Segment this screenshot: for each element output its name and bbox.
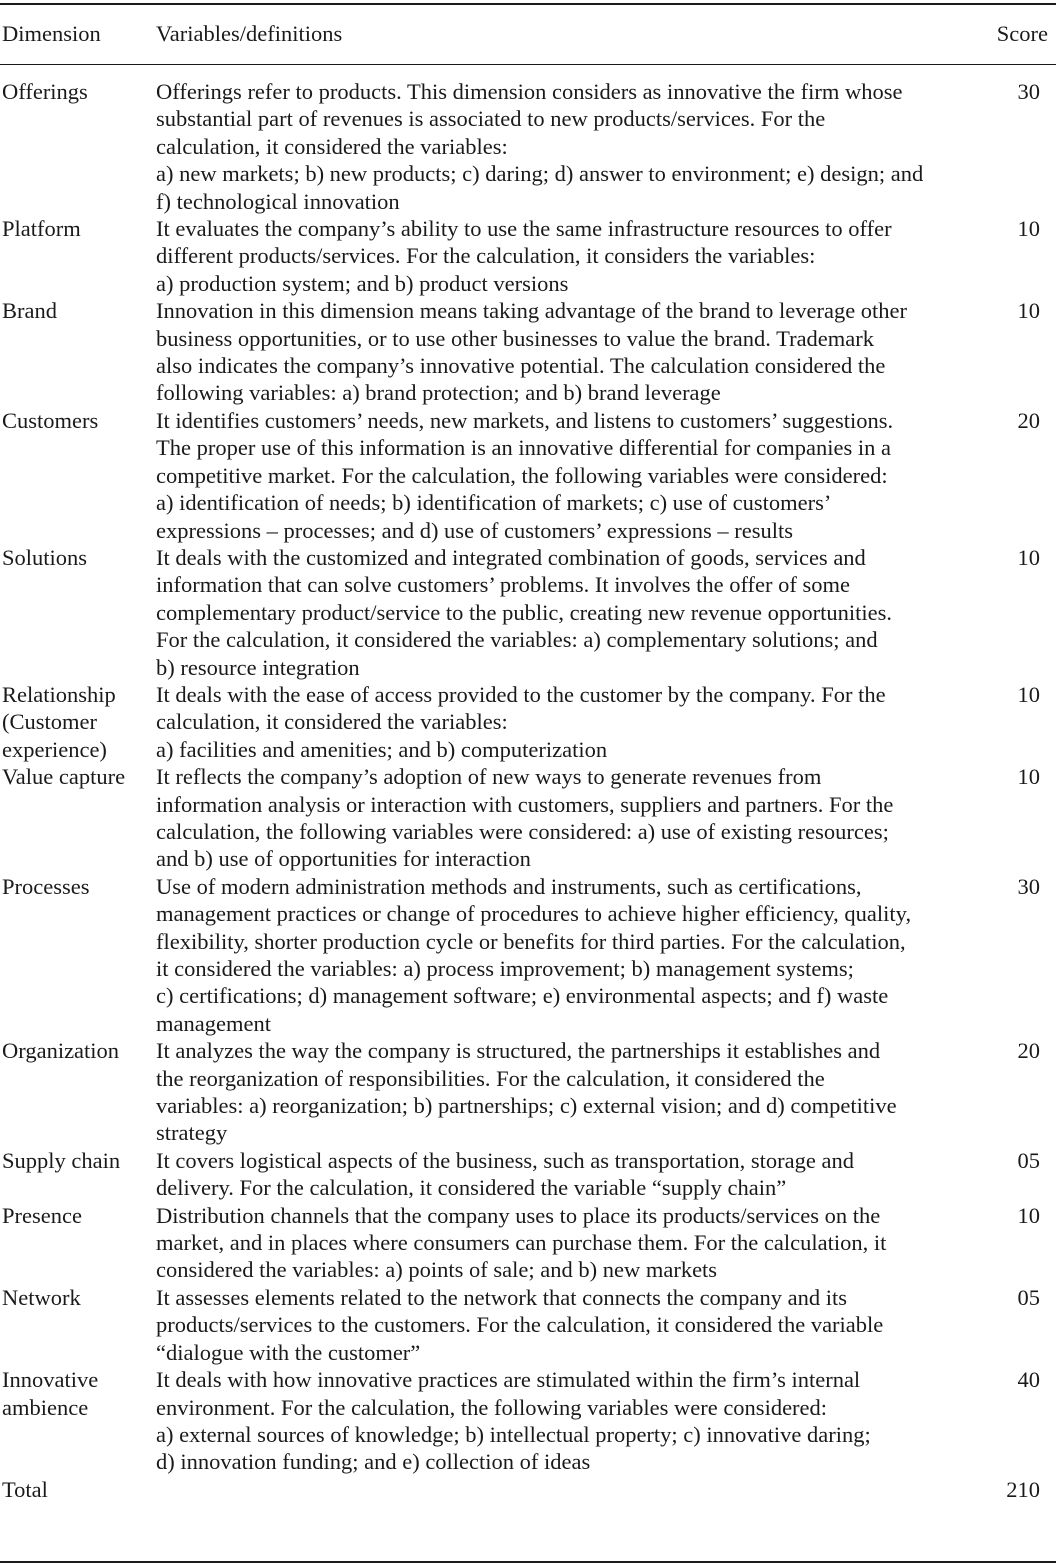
header-row bbox=[0, 20, 1056, 78]
dimension-cell bbox=[0, 763, 156, 873]
definition-line: market, and in places where consumers can purchase them. For the calculation, it bbox=[156, 1230, 887, 1256]
definition-line: d) innovation funding; and e) collection of ideas bbox=[156, 1449, 591, 1475]
definition-line: calculation, the following variables were considered: a) use of existing resources; bbox=[156, 818, 889, 844]
definition-line: expressions – processes; and d) use of customers’ expressions – results bbox=[156, 517, 793, 543]
table-row bbox=[0, 78, 1056, 215]
definition-line: delivery. For the calculation, it considered the variable “supply chain” bbox=[156, 1175, 787, 1201]
dimension-label: Solutions bbox=[2, 544, 88, 570]
score-cell: 05 bbox=[1017, 1147, 1040, 1173]
bottom-rule bbox=[0, 1561, 1056, 1563]
definition-line: also indicates the company’s innovative potential. The calculation considered the bbox=[156, 353, 886, 379]
dimension-cell bbox=[0, 215, 156, 297]
definition-line: c) certifications; d) management software; e) environmental aspects; and f) waste bbox=[156, 983, 889, 1009]
definition-cell bbox=[156, 1037, 982, 1147]
score-cell: 10 bbox=[1017, 544, 1040, 570]
definition-line: products/services to the customers. For the calculation, it considered the variable bbox=[156, 1312, 884, 1338]
definition-line: and b) use of opportunities for interaction bbox=[156, 846, 531, 872]
dimension-cell bbox=[0, 1147, 156, 1202]
definition-line: calculation, it considered the variables: bbox=[156, 133, 508, 159]
dimension-label: Platform bbox=[2, 216, 81, 242]
table-row bbox=[0, 407, 1056, 544]
definition-cell bbox=[156, 1284, 982, 1366]
dimension-label: Customers bbox=[2, 407, 99, 433]
table-row bbox=[0, 1202, 1056, 1284]
score-cell: 10 bbox=[1017, 1202, 1040, 1228]
definition-cell bbox=[156, 544, 982, 681]
table-row bbox=[0, 215, 1056, 297]
definition-cell bbox=[156, 873, 982, 1037]
table-body bbox=[0, 78, 1056, 1503]
score-cell: 10 bbox=[1017, 298, 1040, 324]
dimension-cell bbox=[0, 1202, 156, 1284]
definition-line: It analyzes the way the company is structured, the partnerships it establishes and bbox=[156, 1038, 881, 1064]
definition-line: management practices or change of procedures to achieve higher efficiency, quality, bbox=[156, 901, 912, 927]
innovation-dimensions-table bbox=[0, 20, 1056, 1503]
total-label: Total bbox=[2, 1476, 48, 1502]
dimension-label: Innovative bbox=[2, 1367, 99, 1393]
definition-line: Distribution channels that the company uses to place its products/services on the bbox=[156, 1202, 881, 1228]
dimension-cell bbox=[0, 297, 156, 407]
dimension-label: experience) bbox=[2, 736, 107, 762]
dimension-label: Network bbox=[2, 1284, 81, 1310]
table-row bbox=[0, 1147, 1056, 1202]
dimension-cell bbox=[0, 544, 156, 681]
definition-line: a) production system; and b) product versions bbox=[156, 270, 569, 296]
definition-line: substantial part of revenues is associated to new products/services. For the bbox=[156, 106, 826, 132]
definition-line: It reflects the company’s adoption of new ways to generate revenues from bbox=[156, 764, 822, 790]
dimension-label: Value capture bbox=[2, 764, 126, 790]
table-row bbox=[0, 544, 1056, 681]
definition-line: it considered the variables: a) process improvement; b) management systems; bbox=[156, 956, 854, 981]
score-cell: 40 bbox=[1017, 1367, 1040, 1393]
dimension-label: Offerings bbox=[2, 79, 88, 104]
definition-line: It evaluates the company’s ability to use the same infrastructure resources to offer bbox=[156, 216, 892, 242]
definition-line: variables: a) reorganization; b) partnerships; c) external vision; and d) competitive bbox=[156, 1093, 897, 1119]
definition-line: a) new markets; b) new products; c) daring; d) answer to environment; e) design; and bbox=[156, 161, 924, 187]
definition-cell bbox=[156, 681, 982, 763]
definition-line: a) facilities and amenities; and b) computerization bbox=[156, 736, 608, 762]
total-empty-cell bbox=[156, 1476, 982, 1503]
definition-line: calculation, it considered the variables: bbox=[156, 709, 508, 735]
definition-line: Innovation in this dimension means taking advantage of the brand to leverage other bbox=[156, 298, 908, 324]
dimension-cell bbox=[0, 873, 156, 1037]
table-row bbox=[0, 1366, 1056, 1476]
dimension-label: (Customer bbox=[2, 709, 97, 735]
table-row bbox=[0, 1284, 1056, 1366]
table-row bbox=[0, 297, 1056, 407]
table-header bbox=[0, 20, 1056, 78]
score-cell: 10 bbox=[1017, 681, 1040, 707]
definition-cell bbox=[156, 763, 982, 873]
score-cell: 30 bbox=[1017, 873, 1040, 899]
table-row bbox=[0, 763, 1056, 873]
definition-line: Use of modern administration methods and instruments, such as certifications, bbox=[156, 873, 862, 899]
definition-line: the reorganization of responsibilities. For the calculation, it considered the bbox=[156, 1065, 825, 1091]
top-rule bbox=[0, 3, 1056, 5]
definition-line: It deals with how innovative practices are stimulated within the firm’s internal bbox=[156, 1367, 861, 1393]
table-row bbox=[0, 681, 1056, 763]
definition-line: Offerings refer to products. This dimension considers as innovative the firm whose bbox=[156, 79, 903, 104]
score-cell: 10 bbox=[1017, 764, 1040, 790]
score-cell: 30 bbox=[1017, 79, 1040, 104]
dimension-label: Supply chain bbox=[2, 1147, 121, 1173]
dimension-label: Processes bbox=[2, 873, 90, 899]
header-score: Score bbox=[996, 21, 1048, 46]
definition-line: following variables: a) brand protection; and b) brand leverage bbox=[156, 380, 721, 406]
definition-cell bbox=[156, 407, 982, 544]
definition-line: It deals with the ease of access provided to the customer by the company. For the bbox=[156, 681, 886, 707]
definition-line: a) external sources of knowledge; b) intellectual property; c) innovative daring; bbox=[156, 1421, 871, 1447]
definition-line: It covers logistical aspects of the business, such as transportation, storage and bbox=[156, 1147, 854, 1173]
header-dimension: Dimension bbox=[2, 21, 101, 46]
dimension-label: Relationship bbox=[2, 681, 116, 707]
dimension-label: ambience bbox=[2, 1394, 89, 1420]
table-row bbox=[0, 873, 1056, 1037]
definition-line: competitive market. For the calculation, the following variables were considered: bbox=[156, 462, 888, 488]
definition-line: complementary product/service to the public, creating new revenue opportunities. bbox=[156, 599, 892, 625]
definition-cell bbox=[156, 1202, 982, 1284]
dimension-cell bbox=[0, 407, 156, 544]
definition-line: b) resource integration bbox=[156, 654, 360, 680]
definition-line: The proper use of this information is an innovative differential for companies in a bbox=[156, 435, 891, 461]
definition-line: strategy bbox=[156, 1120, 228, 1146]
definition-cell bbox=[156, 1147, 982, 1202]
definition-line: a) identification of needs; b) identification of markets; c) use of customers’ bbox=[156, 490, 832, 516]
score-cell: 20 bbox=[1017, 1038, 1040, 1064]
definition-line: “dialogue with the customer” bbox=[156, 1339, 421, 1365]
definition-line: environment. For the calculation, the following variables were considered: bbox=[156, 1394, 828, 1420]
total-score: 210 bbox=[1006, 1476, 1040, 1502]
definition-cell bbox=[156, 297, 982, 407]
definition-line: information that can solve customers’ problems. It involves the offer of some bbox=[156, 572, 850, 598]
score-cell: 10 bbox=[1017, 216, 1040, 242]
dimension-cell bbox=[0, 1037, 156, 1147]
definition-line: It deals with the customized and integrated combination of goods, services and bbox=[156, 544, 866, 570]
score-cell: 05 bbox=[1017, 1284, 1040, 1310]
dimension-label: Presence bbox=[2, 1202, 82, 1228]
definition-line: different products/services. For the calculation, it considers the variables: bbox=[156, 243, 816, 269]
dimension-cell bbox=[0, 1284, 156, 1366]
total-row bbox=[0, 1476, 1056, 1503]
definition-line: flexibility, shorter production cycle or benefits for third parties. For the calculation, bbox=[156, 928, 906, 954]
table-row bbox=[0, 1037, 1056, 1147]
score-cell: 20 bbox=[1017, 407, 1040, 433]
dimension-cell bbox=[0, 78, 156, 215]
definition-line: considered the variables: a) points of sale; and b) new markets bbox=[156, 1257, 718, 1283]
dimension-label: Brand bbox=[2, 298, 57, 324]
definition-line: management bbox=[156, 1010, 271, 1036]
definition-line: f) technological innovation bbox=[156, 188, 400, 214]
definition-line: For the calculation, it considered the variables: a) complementary solutions; and bbox=[156, 627, 878, 653]
definition-cell bbox=[156, 215, 982, 297]
dimension-cell bbox=[0, 1366, 156, 1476]
definition-line: information analysis or interaction with customers, suppliers and partners. For the bbox=[156, 791, 894, 817]
definition-line: It assesses elements related to the network that connects the company and its bbox=[156, 1284, 848, 1310]
header-definitions: Variables/definitions bbox=[156, 21, 343, 46]
dimension-cell bbox=[0, 681, 156, 763]
definition-cell bbox=[156, 78, 982, 215]
dimension-label: Organization bbox=[2, 1038, 120, 1064]
definition-cell bbox=[156, 1366, 982, 1476]
definition-line: It identifies customers’ needs, new markets, and listens to customers’ suggestions. bbox=[156, 407, 894, 433]
definition-line: business opportunities, or to use other businesses to value the brand. Trademark bbox=[156, 325, 875, 351]
